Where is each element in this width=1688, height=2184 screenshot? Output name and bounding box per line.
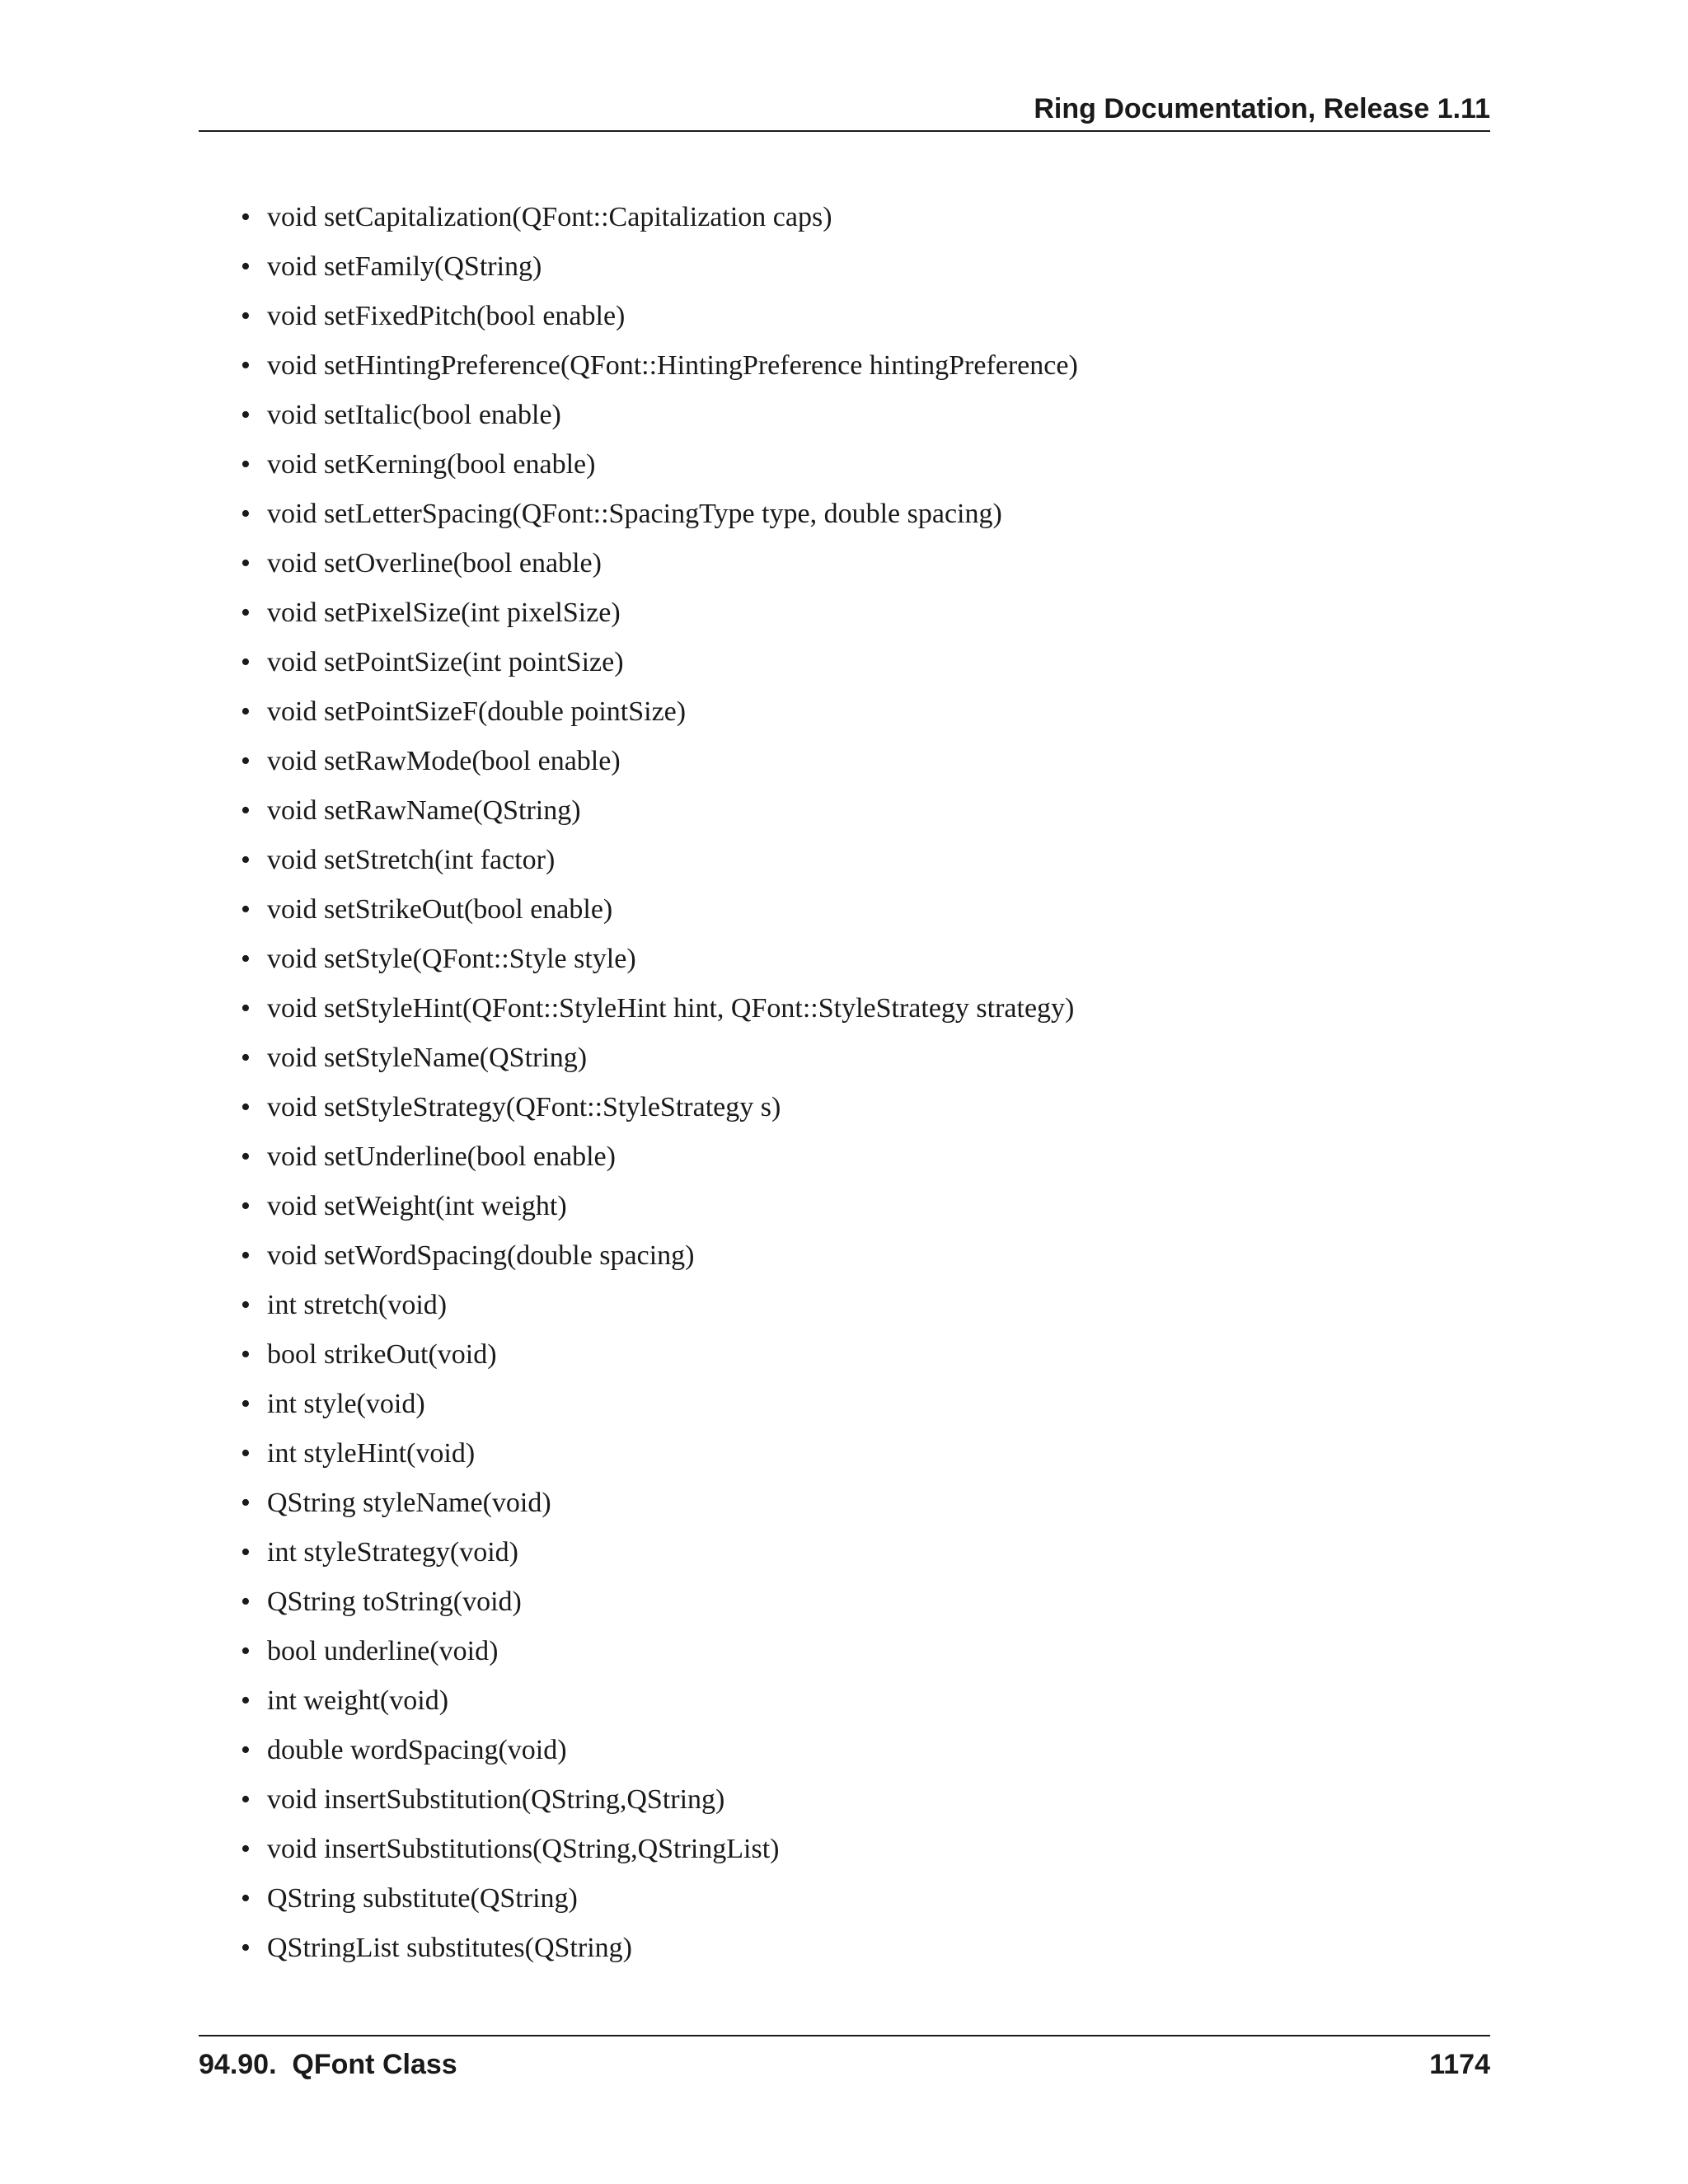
method-signature: void setRawMode(bool enable) — [267, 746, 621, 776]
list-item — [199, 888, 1490, 937]
method-signature: int stretch(void) — [267, 1290, 448, 1320]
bullet-icon: • — [241, 845, 251, 875]
bullet-icon: • — [241, 1784, 251, 1815]
list-item — [199, 1382, 1490, 1432]
page-number: 1174 — [1429, 2049, 1490, 2080]
method-signature: void setStrikeOut(bool enable) — [267, 894, 613, 925]
list-item — [199, 443, 1490, 492]
list-item — [199, 1679, 1490, 1728]
method-signature: QString substitute(QString) — [267, 1883, 578, 1914]
list-item — [199, 1283, 1490, 1333]
list-item — [199, 294, 1490, 344]
bullet-icon: • — [241, 1933, 251, 1963]
bullet-icon: • — [241, 993, 251, 1024]
bullet-icon: • — [241, 1290, 251, 1320]
list-item — [199, 1629, 1490, 1679]
bullet-icon: • — [241, 1735, 251, 1765]
method-list — [199, 195, 1490, 1975]
list-item — [199, 739, 1490, 789]
list-item — [199, 1135, 1490, 1184]
list-item — [199, 1778, 1490, 1827]
method-signature: void setCapitalization(QFont::Capitalization caps) — [267, 202, 832, 232]
method-signature: bool underline(void) — [267, 1636, 499, 1666]
list-item — [199, 690, 1490, 739]
bullet-icon: • — [241, 1636, 251, 1666]
bullet-icon: • — [241, 1389, 251, 1419]
method-signature: void setUnderline(bool enable) — [267, 1141, 616, 1172]
bullet-icon: • — [241, 1043, 251, 1073]
list-item — [199, 838, 1490, 888]
list-item — [199, 937, 1490, 987]
method-signature: void setRawName(QString) — [267, 795, 581, 826]
method-signature: void setKerning(bool enable) — [267, 449, 596, 480]
method-signature: QString toString(void) — [267, 1586, 522, 1617]
list-item — [199, 245, 1490, 294]
bullet-icon: • — [241, 1685, 251, 1716]
method-signature: void setOverline(bool enable) — [267, 548, 602, 579]
method-signature: void setHintingPreference(QFont::HintingPreference hintingPreference) — [267, 350, 1078, 381]
bullet-icon: • — [241, 795, 251, 826]
list-item — [199, 541, 1490, 591]
list-item — [199, 393, 1490, 443]
document-title: Ring Documentation, Release 1.11 — [1034, 93, 1490, 124]
bullet-icon: • — [241, 1586, 251, 1617]
method-signature: QStringList substitutes(QString) — [267, 1933, 632, 1963]
method-signature: void setWordSpacing(double spacing) — [267, 1240, 695, 1271]
list-item — [199, 1481, 1490, 1530]
list-item — [199, 640, 1490, 690]
bullet-icon: • — [241, 647, 251, 677]
method-signature: void setWeight(int weight) — [267, 1191, 567, 1221]
bullet-icon: • — [241, 1240, 251, 1271]
method-signature: QString styleName(void) — [267, 1488, 551, 1518]
list-item — [199, 1728, 1490, 1778]
method-signature: int style(void) — [267, 1389, 425, 1419]
list-item — [199, 344, 1490, 393]
list-item — [199, 1530, 1490, 1580]
bullet-icon: • — [241, 499, 251, 529]
bullet-icon: • — [241, 696, 251, 727]
list-item — [199, 492, 1490, 541]
method-signature: void setLetterSpacing(QFont::SpacingType type, double spacing) — [267, 499, 1002, 529]
list-item — [199, 1580, 1490, 1629]
method-signature: void setStyleName(QString) — [267, 1043, 588, 1073]
bullet-icon: • — [241, 301, 251, 331]
method-signature: int styleHint(void) — [267, 1438, 476, 1469]
bullet-icon: • — [241, 1834, 251, 1864]
method-signature: void setFixedPitch(bool enable) — [267, 301, 626, 331]
bullet-icon: • — [241, 1488, 251, 1518]
bullet-icon: • — [241, 1883, 251, 1914]
list-item — [199, 987, 1490, 1036]
list-item — [199, 195, 1490, 245]
bullet-icon: • — [241, 202, 251, 232]
list-item — [199, 1234, 1490, 1283]
method-signature: void setItalic(bool enable) — [267, 400, 561, 430]
list-item — [199, 1432, 1490, 1481]
page-header — [199, 89, 1490, 132]
bullet-icon: • — [241, 944, 251, 974]
section-title: 94.90. QFont Class — [199, 2049, 457, 2080]
method-signature: void setPointSize(int pointSize) — [267, 647, 624, 677]
bullet-icon: • — [241, 1191, 251, 1221]
list-item — [199, 1333, 1490, 1382]
method-signature: void setStretch(int factor) — [267, 845, 556, 875]
method-signature: void setStyle(QFont::Style style) — [267, 944, 636, 974]
method-signature: void insertSubstitutions(QString,QStringList) — [267, 1834, 780, 1864]
list-item — [199, 1085, 1490, 1135]
bullet-icon: • — [241, 1438, 251, 1469]
method-signature: bool strikeOut(void) — [267, 1339, 497, 1370]
method-signature: int styleStrategy(void) — [267, 1537, 519, 1568]
method-signature: double wordSpacing(void) — [267, 1735, 567, 1765]
page-content — [199, 195, 1490, 1975]
bullet-icon: • — [241, 746, 251, 776]
method-signature: void setStyleHint(QFont::StyleHint hint, QFont::StyleStrategy strategy) — [267, 993, 1075, 1024]
bullet-icon: • — [241, 1537, 251, 1568]
bullet-icon: • — [241, 449, 251, 480]
method-signature: void setStyleStrategy(QFont::StyleStrategy s) — [267, 1092, 781, 1122]
bullet-icon: • — [241, 1339, 251, 1370]
list-item — [199, 591, 1490, 640]
list-item — [199, 1877, 1490, 1926]
list-item — [199, 789, 1490, 838]
method-signature: void setPixelSize(int pixelSize) — [267, 598, 621, 628]
bullet-icon: • — [241, 251, 251, 282]
method-signature: void setPointSizeF(double pointSize) — [267, 696, 687, 727]
bullet-icon: • — [241, 400, 251, 430]
bullet-icon: • — [241, 894, 251, 925]
bullet-icon: • — [241, 598, 251, 628]
bullet-icon: • — [241, 1092, 251, 1122]
page-footer — [199, 2035, 1490, 2094]
list-item — [199, 1036, 1490, 1085]
method-signature: int weight(void) — [267, 1685, 449, 1716]
list-item — [199, 1926, 1490, 1975]
bullet-icon: • — [241, 350, 251, 381]
list-item — [199, 1827, 1490, 1877]
bullet-icon: • — [241, 548, 251, 579]
bullet-icon: • — [241, 1141, 251, 1172]
method-signature: void insertSubstitution(QString,QString) — [267, 1784, 725, 1815]
method-signature: void setFamily(QString) — [267, 251, 542, 282]
list-item — [199, 1184, 1490, 1234]
